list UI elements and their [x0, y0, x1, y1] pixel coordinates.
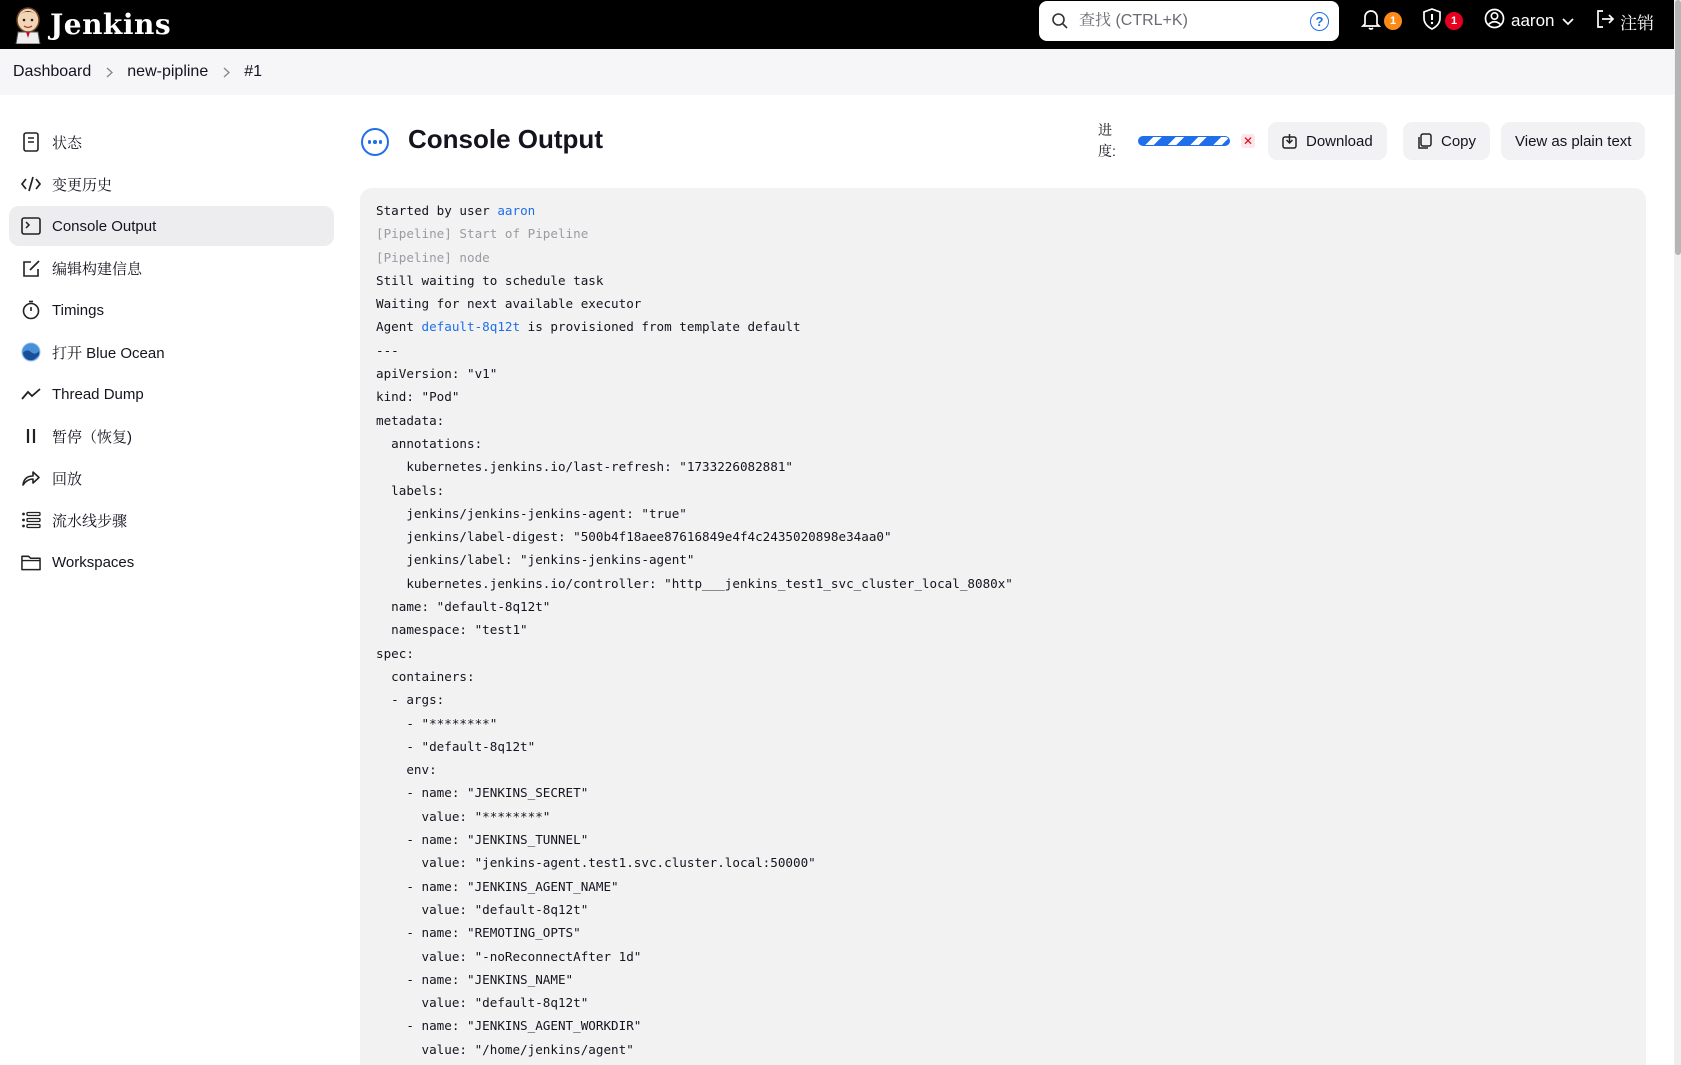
copy-icon	[1417, 133, 1432, 150]
console-line: ---	[376, 342, 399, 358]
logout-label: 注销	[1620, 13, 1654, 33]
folder-icon	[21, 552, 41, 572]
view-plain-text-button[interactable]	[1501, 122, 1645, 160]
top-header	[0, 0, 1674, 49]
console-line: annotations:	[376, 435, 483, 451]
cancel-build-icon[interactable]: ✕	[1242, 134, 1254, 148]
breadcrumb	[0, 49, 1674, 95]
console-line: value: "default-8q12t"	[376, 901, 589, 917]
console-line: apiVersion: "v1"	[376, 366, 498, 382]
sidebar-item-label: Workspaces	[52, 553, 135, 571]
chevron-down-icon	[1562, 11, 1574, 31]
copy-button[interactable]	[1403, 122, 1490, 160]
chart-line-icon	[21, 384, 41, 404]
search-box[interactable]	[1039, 1, 1339, 41]
download-icon	[1282, 133, 1297, 149]
replay-icon	[21, 468, 41, 488]
console-line: value: "/home/jenkins/agent"	[376, 1041, 634, 1057]
logout-button[interactable]	[1595, 0, 1654, 42]
chevron-right-icon	[208, 67, 244, 78]
console-line: value: "default-8q12t"	[376, 995, 589, 1011]
console-line: - args:	[376, 692, 445, 708]
sidebar-item-thread-dump[interactable]	[9, 374, 334, 414]
progress-label: 进度:	[1098, 122, 1116, 159]
download-label: Download	[1306, 132, 1373, 150]
sidebar-item-label: 流水线步骤	[52, 512, 128, 530]
console-line: Started by user aaron	[376, 203, 536, 218]
sidebar-item-edit-build-info[interactable]	[9, 248, 334, 288]
console-line: env:	[376, 762, 437, 778]
yaml-lines	[376, 343, 1013, 1057]
scrollbar-thumb[interactable]	[1675, 0, 1681, 255]
sidebar-item-label: 暂停（恢复)	[52, 428, 132, 446]
breadcrumb-job[interactable]: new-pipline	[127, 63, 209, 80]
sidebar-item-label: 打开 Blue Ocean	[52, 344, 165, 362]
console-line: [Pipeline] Start of Pipeline	[376, 226, 589, 242]
console-line: kind: "Pod"	[376, 389, 460, 405]
list-icon	[21, 510, 41, 530]
console-line: namespace: "test1"	[376, 622, 528, 638]
console-line: - name: "REMOTING_OPTS"	[376, 925, 581, 941]
console-line: [Pipeline] node	[376, 249, 490, 265]
sidebar-item-blue-ocean[interactable]	[9, 332, 334, 372]
sidebar-item-label: 回放	[52, 470, 83, 488]
console-line: - "********"	[376, 715, 498, 731]
notifications-badge: 1	[1384, 12, 1402, 30]
sidebar-item-label: 变更历史	[52, 176, 113, 194]
console-line: - name: "JENKINS_NAME"	[376, 971, 574, 987]
sidebar-item-console-output[interactable]	[9, 206, 334, 246]
sidebar-item-replay[interactable]	[9, 458, 334, 498]
sidebar-item-label: Timings	[52, 301, 104, 319]
page-title: Console Output	[408, 124, 603, 154]
console-header	[360, 120, 1646, 180]
download-button[interactable]	[1268, 122, 1387, 160]
terminal-icon	[21, 216, 41, 236]
sidebar-item-status[interactable]	[9, 122, 334, 162]
console-line: value: "jenkins-agent.test1.svc.cluster.local:50000"	[376, 855, 816, 871]
blue-ocean-icon	[21, 342, 41, 362]
console-line: Agent default-8q12t is provisioned from template default	[376, 319, 801, 335]
console-output	[360, 188, 1646, 1065]
console-line: - name: "JENKINS_SECRET"	[376, 785, 589, 801]
console-line: kubernetes.jenkins.io/last-refresh: "1733226082881"	[376, 459, 794, 475]
user-name: aaron	[1511, 11, 1555, 30]
sidebar	[9, 122, 334, 584]
agent-link[interactable]: default-8q12t	[421, 319, 521, 335]
console-line: jenkins/label-digest: "500b4f18aee87616849e4f4c2435020898e34aa0"	[376, 529, 892, 545]
edit-icon	[21, 258, 41, 278]
jenkins-logo-icon	[12, 6, 44, 44]
plain-text-label: View as plain text	[1515, 132, 1632, 150]
sidebar-item-label: 编辑构建信息	[52, 260, 143, 278]
stopwatch-icon	[21, 300, 41, 320]
pause-icon	[21, 426, 41, 446]
user-link[interactable]: aaron	[497, 203, 536, 218]
breadcrumb-build[interactable]: #1	[244, 63, 263, 80]
search-input[interactable]	[1079, 12, 1299, 30]
sidebar-item-workspaces[interactable]	[9, 542, 334, 582]
console-line: labels:	[376, 482, 445, 498]
console-line: kubernetes.jenkins.io/controller: "http___jenkins_test1_svc_cluster_local_8080x"	[376, 575, 1013, 591]
console-line: Still waiting to schedule task	[376, 272, 604, 288]
console-line: - name: "JENKINS_AGENT_NAME"	[376, 878, 619, 894]
code-icon	[21, 174, 41, 194]
document-icon	[21, 132, 41, 152]
console-line: Waiting for next available executor	[376, 296, 642, 312]
bell-icon	[1361, 8, 1381, 35]
progress-bar	[1138, 136, 1230, 146]
console-line: jenkins/jenkins-jenkins-agent: "true"	[376, 505, 687, 521]
shield-icon	[1422, 8, 1442, 35]
console-line: name: "default-8q12t"	[376, 599, 551, 615]
in-progress-icon	[361, 128, 389, 156]
help-icon[interactable]: ?	[1310, 12, 1329, 31]
copy-label: Copy	[1441, 132, 1477, 150]
jenkins-home-link[interactable]	[12, 6, 171, 44]
brand-name: Jenkins	[50, 8, 172, 41]
console-text	[376, 199, 1630, 1061]
notifications-button[interactable]	[1361, 0, 1402, 42]
console-line: spec:	[376, 645, 414, 661]
sidebar-item-label: Thread Dump	[52, 385, 144, 403]
security-badge: 1	[1445, 12, 1463, 30]
search-icon	[1051, 12, 1069, 30]
sidebar-item-label: 状态	[52, 134, 83, 152]
console-line: metadata:	[376, 412, 445, 428]
console-line: value: "-noReconnectAfter 1d"	[376, 948, 642, 964]
console-line: jenkins/label: "jenkins-jenkins-agent"	[376, 552, 695, 568]
sidebar-item-label: Console Output	[52, 217, 157, 235]
logout-icon	[1595, 9, 1615, 34]
sidebar-item-pause[interactable]	[9, 416, 334, 456]
chevron-right-icon	[91, 67, 127, 78]
breadcrumb-dashboard[interactable]: Dashboard	[13, 63, 92, 80]
console-line: - name: "JENKINS_AGENT_WORKDIR"	[376, 1018, 642, 1034]
sidebar-item-pipeline-steps[interactable]	[9, 500, 334, 540]
user-menu[interactable]	[1484, 0, 1574, 42]
console-line: - name: "JENKINS_TUNNEL"	[376, 832, 589, 848]
sidebar-item-changes[interactable]	[9, 164, 334, 204]
console-line: containers:	[376, 668, 475, 684]
security-button[interactable]	[1422, 0, 1463, 42]
console-line: value: "********"	[376, 808, 551, 824]
sidebar-item-timings[interactable]	[9, 290, 334, 330]
console-line: - "default-8q12t"	[376, 738, 536, 754]
user-icon	[1484, 8, 1505, 34]
